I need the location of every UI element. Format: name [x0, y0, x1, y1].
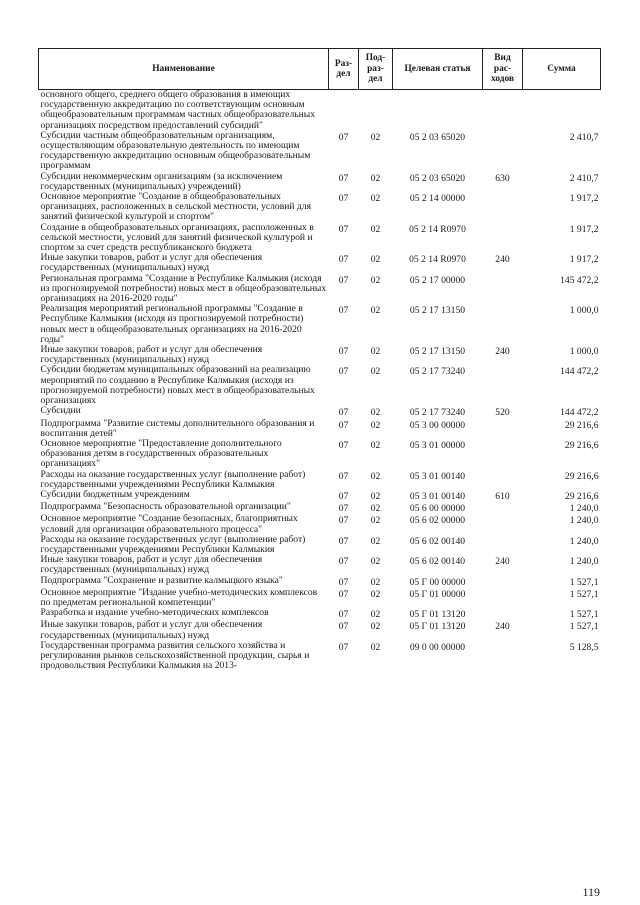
row-amount: 5 128,5	[569, 641, 599, 653]
row-razdel: 07	[338, 576, 349, 588]
row-amount: 1 240,0	[569, 556, 599, 568]
row-razdel: 07	[338, 470, 349, 482]
row-name: Основное мероприятие "Издание учебно-методических комплексов по предметам региональной компетенции"	[40, 586, 318, 608]
table-row	[39, 641, 601, 672]
row-expense-type	[483, 223, 523, 254]
row-expense-type	[483, 90, 523, 131]
row-expense-type: 630	[495, 172, 510, 184]
row-razdel: 07	[338, 223, 349, 235]
row-target-article: 05 Г 01 13120	[409, 621, 466, 633]
row-podrazdel: 02	[370, 172, 381, 184]
row-target-article: 05 3 00 00000	[409, 419, 466, 431]
row-target-article: 05 2 17 13150	[409, 305, 466, 317]
row-razdel: 07	[338, 305, 349, 317]
budget-table	[38, 48, 601, 671]
row-name: Субсидии частным общеобразовательным организациям, осуществляющим образовательную деятельность по имеющим государственную аккредитацию основным общеобразовательным программам	[40, 129, 311, 172]
row-podrazdel: 02	[370, 621, 381, 633]
row-target-article: 05 Г 00 00000	[409, 576, 466, 588]
row-amount: 1 527,1	[569, 621, 599, 633]
row-expense-type: 240	[495, 621, 510, 633]
row-name: Иные закупки товаров, работ и услуг для обеспечения государственных (муниципальных) нужд	[40, 252, 263, 274]
row-name: Субсидии бюджетным учреждениям	[40, 488, 190, 500]
row-podrazdel: 02	[370, 576, 381, 588]
row-target-article: 05 6 00 00000	[409, 503, 466, 515]
row-razdel: 07	[338, 407, 349, 419]
table-header	[39, 49, 601, 90]
row-name: Реализация мероприятий региональной программы "Создание в Республике Калмыкия (исходя из прогнозируемой потребности) новых мест в общеобразовательных организациях на 2016-2020 годы"	[40, 303, 304, 345]
row-expense-type: 520	[495, 407, 510, 419]
row-name: Иные закупки товаров, работ и услуг для обеспечения государственных (муниципальных) нужд	[40, 619, 263, 641]
row-razdel: 07	[338, 490, 349, 502]
table-row	[39, 90, 601, 131]
row-podrazdel: 02	[370, 407, 381, 419]
table-row	[39, 406, 601, 418]
header-statya: Целевая статья	[393, 49, 483, 90]
row-razdel	[329, 90, 359, 131]
row-name: Подпрограмма "Безопасность образовательной организации"	[40, 501, 291, 513]
row-amount	[523, 90, 601, 131]
row-razdel: 07	[338, 515, 349, 527]
table-row	[39, 419, 601, 439]
table-row	[39, 131, 601, 172]
table-body	[39, 90, 601, 672]
row-target-article: 05 2 17 00000	[409, 274, 466, 286]
row-target-article: 05 2 17 73240	[409, 366, 466, 378]
row-amount: 29 216,6	[564, 470, 599, 482]
header-razdel: Раз-дел	[329, 49, 359, 90]
row-amount: 29 216,6	[564, 419, 599, 431]
row-expense-type	[483, 641, 523, 672]
row-amount: 1 527,1	[569, 576, 599, 588]
row-name: Расходы на оказание государственных услуг (выполнение работ) государственными учреждениями Республики Калмыкия	[40, 533, 306, 555]
header-vid: Вид рас-ходов	[483, 49, 523, 90]
row-expense-type	[483, 576, 523, 588]
row-podrazdel: 02	[370, 366, 381, 378]
header-name: Наименование	[39, 49, 329, 90]
row-podrazdel: 02	[370, 346, 381, 358]
row-target-article: 05 2 17 13150	[409, 346, 466, 358]
row-expense-type	[483, 131, 523, 172]
row-amount: 1 000,0	[569, 305, 599, 317]
row-name: Субсидии некоммерческим организациям (за исключением государственных (муниципальных) учреждений)	[40, 170, 283, 192]
row-expense-type	[483, 419, 523, 439]
row-name: Основное мероприятие "Создание безопасных, благоприятных условий для организации образовательного процесса"	[40, 513, 298, 535]
row-podrazdel: 02	[370, 193, 381, 205]
row-podrazdel: 02	[370, 535, 381, 547]
row-target-article: 05 3 01 00140	[409, 490, 466, 502]
row-amount: 145 472,2	[560, 274, 599, 286]
row-razdel: 07	[338, 588, 349, 600]
row-amount: 1 917,2	[569, 223, 599, 235]
table-row	[39, 172, 601, 192]
table-row	[39, 535, 601, 555]
row-name: Иные закупки товаров, работ и услуг для обеспечения государственных (муниципальных) нужд	[40, 554, 263, 576]
table-row	[39, 439, 601, 470]
row-razdel: 07	[338, 346, 349, 358]
row-amount: 1 527,1	[569, 588, 599, 600]
row-name: Региональная программа "Создание в Республике Калмыкия (исходя из прогнозируемой потребности) новых мест в общеобразовательных организациях на 2016-2020 годы"	[40, 272, 327, 305]
table-row	[39, 274, 601, 305]
row-amount: 29 216,6	[564, 490, 599, 502]
row-expense-type	[483, 439, 523, 470]
row-target-article: 05 2 03 65020	[409, 172, 466, 184]
row-amount: 1 240,0	[569, 535, 599, 547]
row-target-article: 05 2 14 R0970	[409, 254, 466, 266]
row-amount: 1 000,0	[569, 346, 599, 358]
row-razdel: 07	[338, 366, 349, 378]
row-podrazdel: 02	[370, 490, 381, 502]
row-razdel: 07	[338, 641, 349, 653]
row-expense-type: 610	[495, 490, 510, 502]
row-razdel: 07	[338, 254, 349, 266]
header-podrazdel: Под-раз-дел	[359, 49, 393, 90]
row-razdel: 07	[338, 439, 349, 451]
row-expense-type	[483, 470, 523, 490]
row-razdel: 07	[338, 535, 349, 547]
row-amount: 2 410,7	[569, 131, 599, 143]
row-podrazdel: 02	[370, 254, 381, 266]
table-row	[39, 365, 601, 406]
row-amount: 2 410,7	[569, 172, 599, 184]
table-row	[39, 555, 601, 575]
row-target-article: 05 3 01 00140	[409, 470, 466, 482]
row-amount: 29 216,6	[564, 439, 599, 451]
row-expense-type: 240	[495, 346, 510, 358]
row-name: Субсидии	[40, 405, 81, 417]
row-target-article: 05 2 03 65020	[409, 131, 466, 143]
row-podrazdel: 02	[370, 470, 381, 482]
budget-document	[38, 48, 600, 671]
table-row	[39, 304, 601, 345]
row-name: Подпрограмма "Развитие системы дополнительного образования и воспитания детей"	[40, 417, 315, 439]
page-number: 119	[582, 885, 600, 899]
row-razdel: 07	[338, 419, 349, 431]
row-podrazdel: 02	[370, 609, 381, 621]
row-expense-type	[483, 608, 523, 620]
row-expense-type	[483, 192, 523, 223]
row-target-article: 05 Г 01 00000	[409, 588, 466, 600]
table-row	[39, 514, 601, 534]
row-target-article: 05 2 17 73240	[409, 407, 466, 419]
row-amount: 1 527,1	[569, 609, 599, 621]
row-name: Государственная программа развития сельского хозяйства и регулирования рынков сельскохозяйственной продукции, сырья и продовольствия Республики Калмыкия на 2013-	[40, 639, 310, 672]
row-expense-type	[483, 502, 523, 514]
row-expense-type	[483, 514, 523, 534]
row-name: основного общего, среднего общего образования в имеющих государственную аккредитацию по соответствующим основным общеобразовательным программам частных общеобразовательных организациях посредством предоставлений субсидий"	[40, 89, 315, 131]
table-row	[39, 470, 601, 490]
row-expense-type	[483, 588, 523, 608]
row-podrazdel: 02	[370, 305, 381, 317]
row-name: Создание в общеобразовательных организациях, расположенных в сельской местности, условий для занятий физической культурой и спортом за счет средств республиканского бюджета	[40, 221, 314, 254]
row-podrazdel: 02	[370, 274, 381, 286]
row-target-article: 05 6 02 00000	[409, 515, 466, 527]
row-name: Субсидии бюджетам муниципальных образований на реализацию мероприятий по созданию в Республике Калмыкия (исходя из прогнозируемой потребности) новых мест в общеобразовательных организациях	[40, 364, 315, 407]
row-target-article: 05 6 02 00140	[409, 535, 466, 547]
row-expense-type	[483, 304, 523, 345]
row-target-article: 05 3 01 00000	[409, 439, 466, 451]
row-podrazdel: 02	[370, 419, 381, 431]
table-row	[39, 192, 601, 223]
row-expense-type	[483, 535, 523, 555]
row-amount: 144 472,2	[560, 366, 599, 378]
row-razdel: 07	[338, 556, 349, 568]
row-expense-type	[483, 274, 523, 305]
row-target-article: 05 Г 01 13120	[409, 609, 466, 621]
row-target-article: 05 6 02 00140	[409, 556, 466, 568]
table-row	[39, 223, 601, 254]
row-name: Основное мероприятие "Создание в общеобразовательных организациях, расположенных в сельской местности, условий для занятий физической культурой и спортом"	[40, 191, 311, 223]
row-name: Расходы на оказание государственных услуг (выполнение работ) государственными учреждениями Республики Калмыкия	[40, 468, 306, 490]
header-summa: Сумма	[523, 49, 601, 90]
row-name: Подпрограмма "Сохранение и развитие калмыцкого языка"	[40, 574, 283, 586]
row-razdel: 07	[338, 193, 349, 205]
row-target-article: 09 0 00 00000	[409, 641, 466, 653]
table-row	[39, 253, 601, 273]
row-name: Разработка и издание учебно-методических комплексов	[40, 607, 269, 619]
row-amount: 1 240,0	[569, 503, 599, 515]
row-amount: 1 240,0	[569, 515, 599, 527]
row-razdel: 07	[338, 172, 349, 184]
row-amount: 1 917,2	[569, 193, 599, 205]
row-razdel: 07	[338, 131, 349, 143]
row-razdel: 07	[338, 609, 349, 621]
row-razdel: 07	[338, 503, 349, 515]
row-podrazdel: 02	[370, 131, 381, 143]
row-podrazdel: 02	[370, 556, 381, 568]
row-name: Основное мероприятие "Предоставление дополнительного образования детям в государственных образовательных организациях"	[40, 437, 282, 470]
row-name: Иные закупки товаров, работ и услуг для обеспечения государственных (муниципальных) нужд	[40, 344, 263, 366]
row-razdel: 07	[338, 274, 349, 286]
row-target-article	[393, 90, 483, 131]
row-target-article: 05 2 14 R0970	[409, 223, 466, 235]
table-row	[39, 345, 601, 365]
row-podrazdel: 02	[370, 503, 381, 515]
row-podrazdel: 02	[370, 223, 381, 235]
row-expense-type: 240	[495, 556, 510, 568]
row-amount: 144 472,2	[560, 407, 599, 419]
row-podrazdel: 02	[370, 515, 381, 527]
row-razdel: 07	[338, 621, 349, 633]
table-row	[39, 576, 601, 588]
row-expense-type: 240	[495, 254, 510, 266]
row-expense-type	[483, 365, 523, 406]
row-podrazdel: 02	[370, 588, 381, 600]
row-podrazdel	[359, 90, 393, 131]
row-podrazdel: 02	[370, 439, 381, 451]
row-podrazdel: 02	[370, 641, 381, 653]
row-amount: 1 917,2	[569, 254, 599, 266]
table-row	[39, 620, 601, 640]
table-row	[39, 588, 601, 608]
row-target-article: 05 2 14 00000	[409, 193, 466, 205]
